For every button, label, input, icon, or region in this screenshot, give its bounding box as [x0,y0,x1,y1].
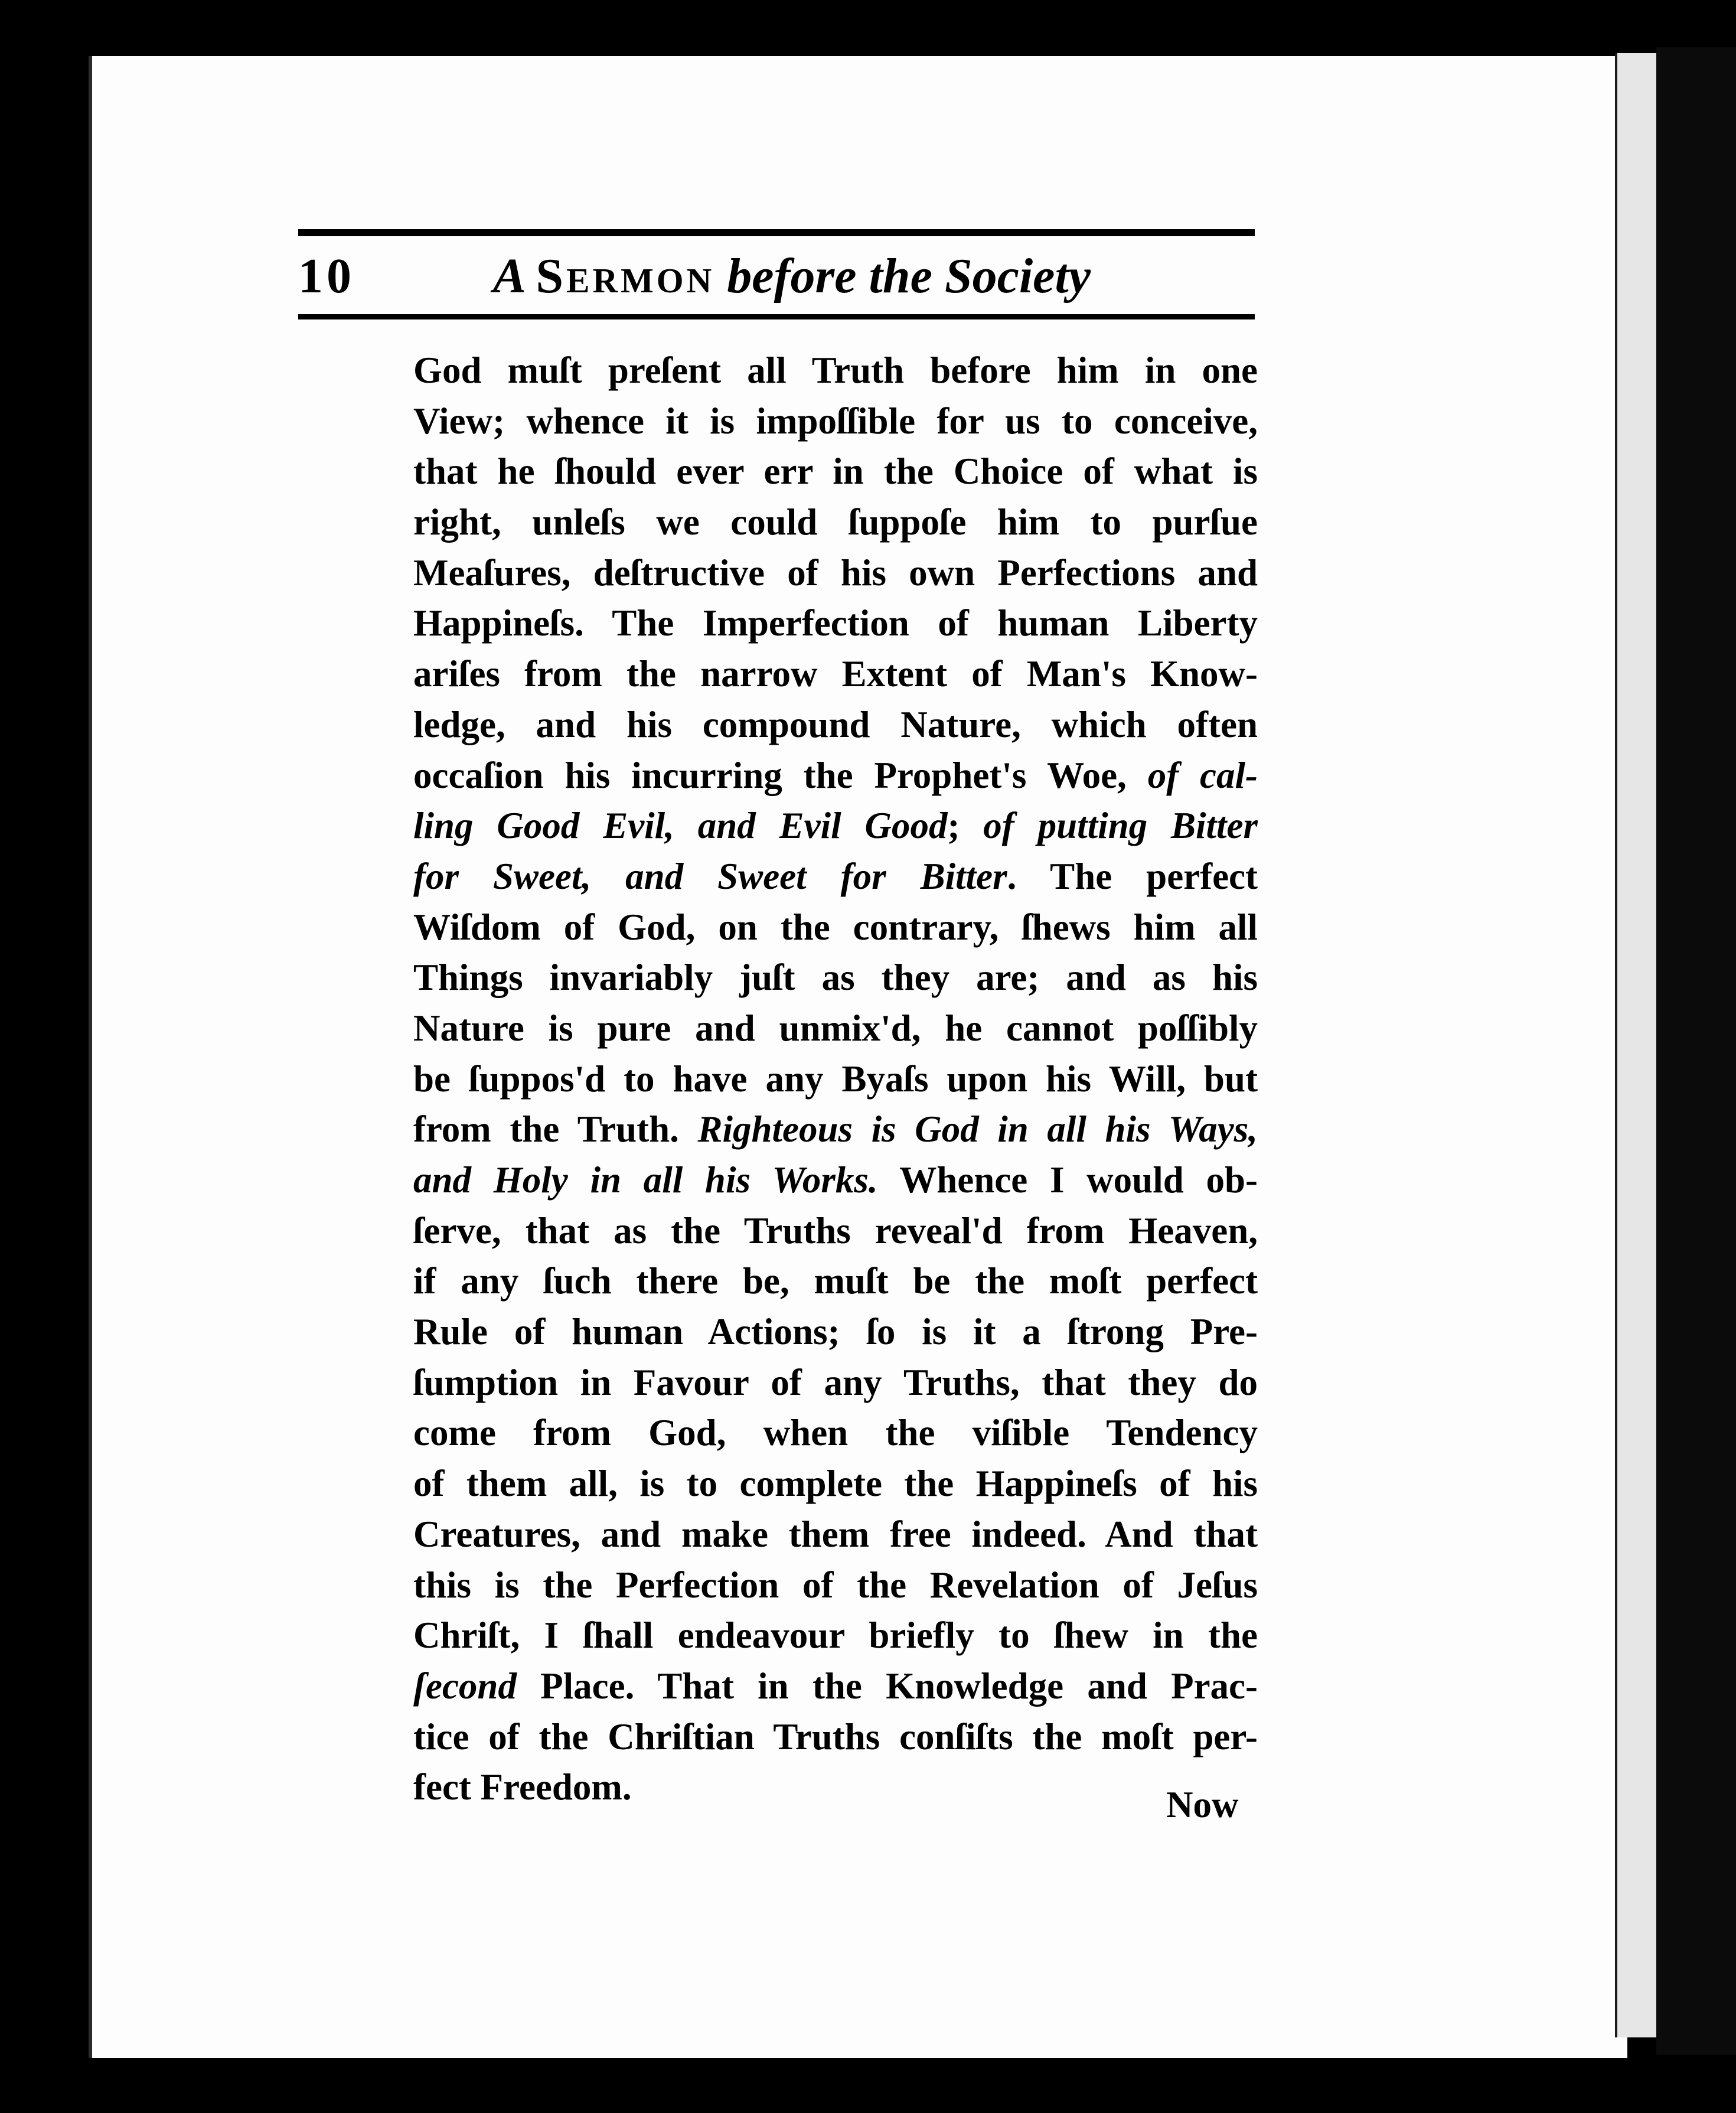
text-line: ling Good Evil, and Evil Good; of putting Bitter [413,805,1258,847]
text-line: occaſion his incurring the Prophet's Woe, of cal- [413,754,1258,796]
sermon-text [413,345,1258,1813]
text-line: Things invariably juſt as they are; and as his [413,957,1258,999]
text-line: Happineſs. The Imperfection of human Liberty [413,602,1258,644]
header-rule-top [298,229,1255,236]
running-title-article: A [493,249,524,304]
text-line: ledge, and his compound Nature, which often [413,703,1258,745]
running-title-rest: before the Society [727,249,1091,304]
text-line: and Holy in all his Works. Whence I would ob- [413,1159,1258,1201]
text-line: for Sweet, and Sweet for Bitter. The perfect [413,855,1258,897]
page-gutter-edge [1615,53,1659,2037]
text-line: tice of the Chriſtian Truths conſiſts the moſt per- [413,1716,1258,1757]
text-line: come from God, when the viſible Tendency [413,1412,1258,1454]
text-line: Wiſdom of God, on the contrary, ſhews him all [413,906,1258,948]
text-line: be ſuppos'd to have any Byaſs upon his Will, but [413,1058,1258,1100]
running-title [493,247,1091,305]
text-line: fect Freedom. [413,1766,632,1808]
text-line: God muſt preſent all Truth before him in one [413,350,1258,391]
text-line: View; whence it is impoſſible for us to conceive, [413,400,1258,442]
text-line: if any ſuch there be, muſt be the moſt perfect [413,1260,1258,1302]
scan-dark-margin [1656,47,1736,2055]
header-rule-bottom [298,314,1255,319]
text-line: right, unleſs we could ſuppoſe him to purſue [413,501,1258,543]
text-line: Rule of human Actions; ſo is it a ſtrong Pre- [413,1311,1258,1353]
text-line: ſecond Place. That in the Knowledge and Prac- [413,1665,1258,1707]
running-title-sermon: Sermon [536,249,715,304]
text-line: of them all, is to complete the Happineſs of his [413,1463,1258,1505]
text-line: this is the Perfection of the Revelation of Jeſus [413,1564,1258,1606]
text-line: Meaſures, deſtructive of his own Perfections and [413,552,1258,594]
text-line: Chriſt, I ſhall endeavour briefly to ſhew in the [413,1615,1258,1657]
text-line: ſumption in Favour of any Truths, that they do [413,1361,1258,1403]
text-line: ſerve, that as the Truths reveal'd from Heaven, [413,1209,1258,1251]
text-line: Nature is pure and unmix'd, he cannot poſſibly [413,1007,1258,1049]
catchword: Now [1166,1784,1239,1825]
page-number: 10 [298,249,355,304]
text-line: Creatures, and make them free indeed. And that [413,1513,1258,1555]
text-line: from the Truth. Righteous is God in all his Ways, [413,1108,1258,1150]
text-line: that he ſhould ever err in the Choice of what is [413,451,1258,493]
text-line: ariſes from the narrow Extent of Man's Know- [413,653,1258,695]
running-header [298,239,1255,313]
